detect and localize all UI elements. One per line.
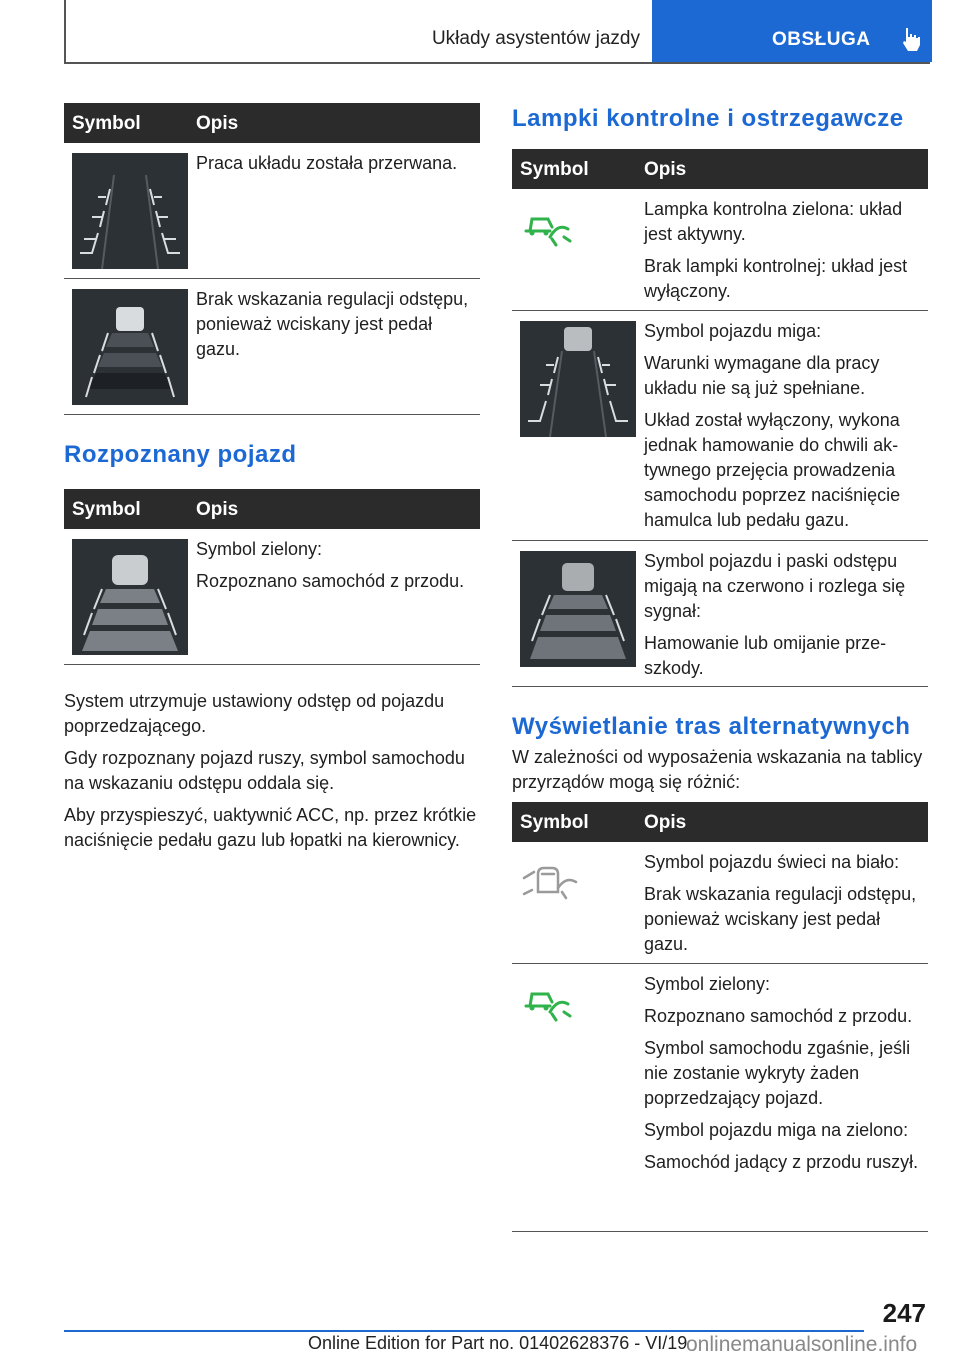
page-number: 247 — [882, 1298, 926, 1328]
table-row — [64, 143, 480, 279]
hand-pointer-icon — [900, 26, 924, 52]
section-heading: Wyświetlanie tras alternatywnych — [512, 713, 911, 740]
section-title: Układy asystentów jazdy — [431, 28, 640, 49]
right-column — [512, 103, 928, 1232]
table-row — [512, 964, 928, 1232]
table-header — [64, 103, 480, 143]
lane-car-white-icon — [72, 289, 188, 410]
intro-text: W zależności od wyposażenia wskazania na tablicy przyrządów mogą się różnić: — [512, 747, 923, 792]
col-symbol-label: Symbol — [72, 499, 141, 520]
col-desc-label: Opis — [196, 499, 239, 520]
table-row — [64, 529, 480, 665]
footer-edition: Online Edition for Part no. 01402628376 - VI/19 — [308, 1333, 688, 1353]
table-row — [512, 189, 928, 311]
left-column — [64, 103, 480, 860]
col-desc-label: Opis — [196, 113, 239, 134]
row-description: Symbol pojazdu i paski odstępu migają na czerwono i rozlega się sygnał: Hamowanie lub omijanie przeszkody. — [644, 551, 906, 678]
row-description: Brak wskazania regulacji odstępu, ponieważ wciskany jest pedał gazu. — [196, 289, 469, 359]
col-desc-label: Opis — [644, 159, 687, 180]
table-row — [512, 311, 928, 541]
row-description: Symbol pojazdu świeci na biało: Brak wskazania regulacji odstępu, ponieważ wciskany jest pedał gazu. — [644, 852, 917, 954]
row-description: Symbol zielony: Rozpoznano samochód z przodu. Symbol samochodu zgaśnie, jeśli nie zostanie wykryty żaden poprzedzający pojazd. Symbol pojazdu miga na zielono: Samochód jadący z przodu ruszył. — [644, 974, 919, 1172]
row-description: Symbol zielony: Rozpoznano samochód z przodu. — [196, 539, 465, 591]
acc-white-icon — [520, 858, 580, 913]
table-row — [512, 842, 928, 964]
lane-car-blinking-icon — [520, 321, 636, 442]
table-header — [64, 489, 480, 529]
section-heading: Lampki kontrolne i ostrzegawcze — [512, 105, 904, 132]
row-description: Praca układu została przerwana. — [196, 153, 458, 173]
body-text: System utrzymuje ustawiony odstęp od pojazdu poprzedzającego. Gdy rozpoznany pojazd ruszy, symbol samochodu na wskazaniu odstępu oddala się. Aby przyspieszyć, uaktywnić ACC, np. przez krótkie naciśnięcie pedału gazu lub łopatki na kierownicy. — [64, 691, 477, 850]
col-symbol-label: Symbol — [72, 113, 141, 134]
lane-car-red-icon — [520, 551, 636, 672]
section-heading: Rozpoznany pojazd — [64, 441, 297, 468]
col-symbol-label: Symbol — [520, 812, 589, 833]
col-symbol-label: Symbol — [520, 159, 589, 180]
table-header — [512, 149, 928, 189]
page-header — [64, 0, 930, 64]
row-description: Symbol pojazdu miga: Warunki wymagane dla pracy układu nie są już spełniane. Układ został wyłączony, wykona jednak hamowanie do chwili aktywnego przejęcia prowadzenia samochodu poprzez naciśnięcie hamulca lub pedału gazu. — [644, 321, 901, 530]
acc-green-icon — [520, 976, 580, 1031]
chapter-tab[interactable] — [652, 0, 932, 62]
watermark: onlinemanualsonline.info — [686, 1333, 918, 1356]
table-header — [512, 802, 928, 842]
table-row — [64, 279, 480, 415]
section-title-box — [66, 0, 652, 62]
acc-green-icon — [520, 201, 580, 256]
col-desc-label: Opis — [644, 812, 687, 833]
table-row — [512, 541, 928, 687]
chapter-title: OBSŁUGA — [772, 29, 871, 50]
lane-interrupted-icon — [72, 153, 188, 274]
lane-car-detected-icon — [72, 539, 188, 660]
footer-divider — [64, 1330, 864, 1332]
row-description: Lampka kontrolna zielona: układ jest aktywny. Brak lampki kontrolnej: układ jest wyłączony. — [644, 199, 908, 301]
